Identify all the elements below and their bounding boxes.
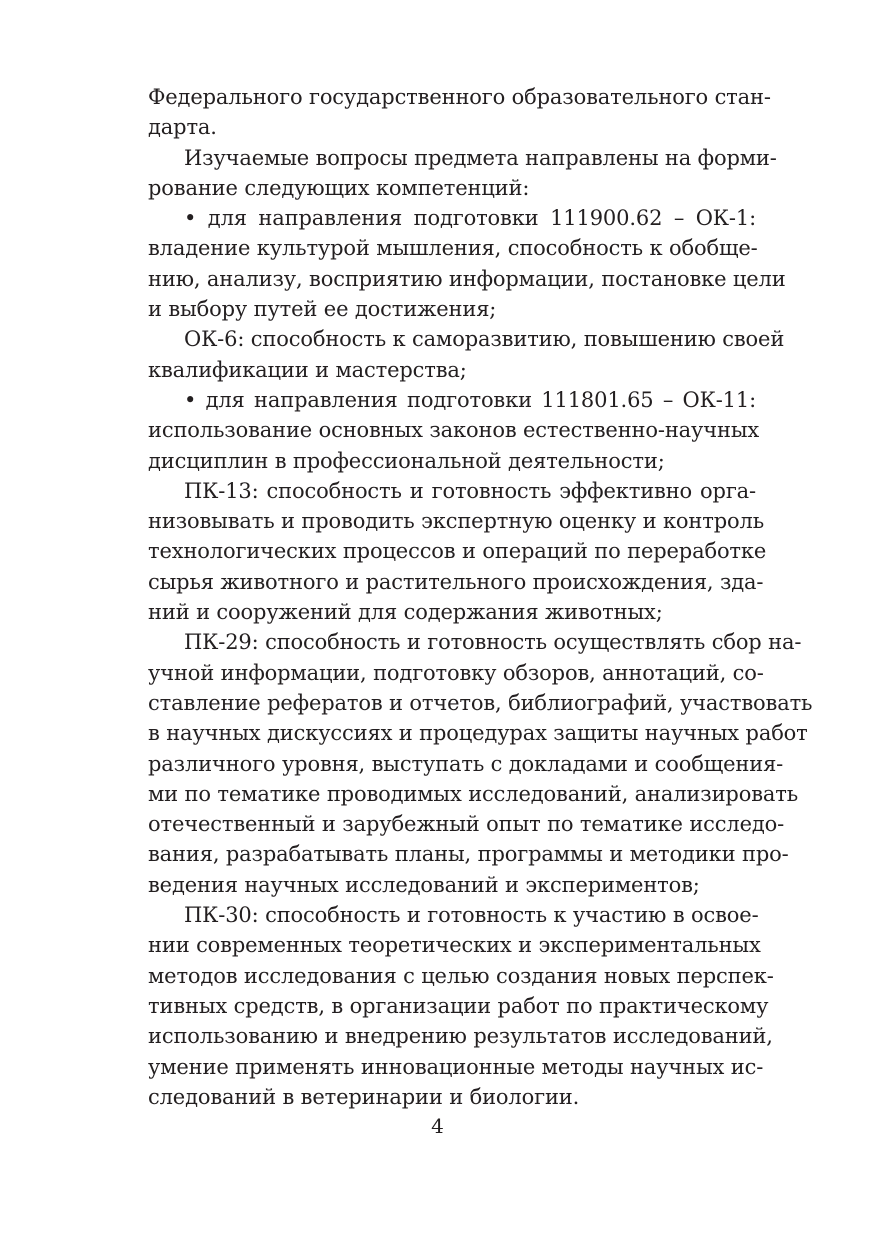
paragraph-pk-30	[148, 900, 774, 1112]
text-line: квалификации и мастерства;	[148, 357, 467, 382]
text-line: различного уровня, выступать с докладами и сообщения-	[148, 751, 784, 776]
text-line: ПК-30: способность и готовность к участию в освое-	[184, 903, 759, 928]
text-line: • для направления подготовки 111801.65 – ОК-11:	[184, 387, 756, 412]
text-line: ний и сооружений для содержания животных;	[148, 600, 663, 625]
text-line: использование основных законов естественно-научных	[148, 418, 760, 443]
page-body	[148, 82, 813, 1112]
text-line: Федерального государственного образовательного стан-	[148, 85, 771, 109]
text-line: следований в ветеринарии и биологии.	[148, 1084, 580, 1109]
paragraph-pk-13	[148, 476, 767, 627]
text-line: дисциплин в профессиональной деятельности;	[148, 448, 665, 473]
text-line: • для направления подготовки 111900.62 – ОК-1:	[184, 206, 756, 231]
text-line: рование следующих компетенций:	[148, 175, 530, 200]
text-line: нию, анализу, восприятию информации, постановке цели	[148, 266, 786, 291]
paragraph-standard	[148, 82, 771, 143]
text-line: умение применять инновационные методы научных ис-	[148, 1054, 764, 1079]
text-line: сырья животного и растительного происхождения, зда-	[148, 569, 764, 594]
paragraph-pk-29	[148, 627, 813, 900]
text-line: нии современных теоретических и экспериментальных	[148, 933, 761, 958]
text-line: в научных дискуссиях и процедурах защиты научных работ	[148, 721, 808, 746]
text-line: методов исследования с целью создания новых перспек-	[148, 963, 774, 988]
paragraph-ok-11	[148, 385, 760, 476]
text-line: ми по тематике проводимых исследований, анализировать	[148, 781, 799, 806]
text-line: владение культурой мышления, способность к обобще-	[148, 236, 758, 261]
paragraph-competencies-intro	[148, 143, 777, 204]
text-line: ведения научных исследований и экспериментов;	[148, 872, 700, 897]
text-line: технологических процессов и операций по переработке	[148, 539, 767, 564]
text-line: дарта.	[148, 115, 217, 140]
text-line: отечественный и зарубежный опыт по тематике исследо-	[148, 812, 785, 837]
text-line: Изучаемые вопросы предмета направлены на форми-	[184, 145, 777, 170]
paragraph-ok-6	[148, 324, 785, 385]
text-line: использованию и внедрению результатов исследований,	[148, 1024, 773, 1049]
text-line: тивных средств, в организации работ по практическому	[148, 993, 769, 1018]
text-line: учной информации, подготовку обзоров, аннотаций, со-	[148, 660, 764, 685]
text-line: вания, разрабатывать планы, программы и методики про-	[148, 842, 789, 867]
text-line: и выбору путей ее достижения;	[148, 297, 497, 322]
paragraph-ok-1	[148, 203, 786, 324]
text-line: ставление рефератов и отчетов, библиографий, участвовать	[148, 690, 813, 715]
text-line: ПК-13: способность и готовность эффективно орга-	[184, 478, 756, 503]
text-line: низовывать и проводить экспертную оценку и контроль	[148, 509, 765, 534]
text-line: ОК-6: способность к саморазвитию, повышению своей	[184, 327, 785, 352]
page-number: 4	[431, 1114, 444, 1138]
text-line: ПК-29: способность и готовность осуществлять сбор на-	[184, 630, 802, 655]
